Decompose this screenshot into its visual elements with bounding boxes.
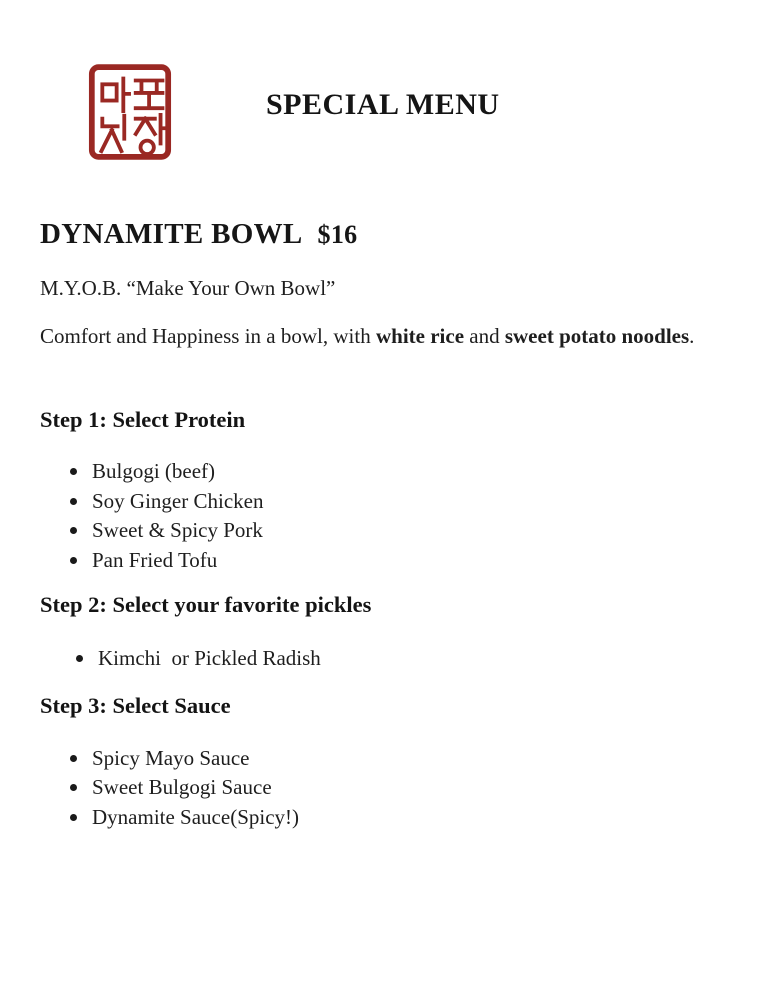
item-price: $16 [317, 220, 358, 249]
description-segment-bold: sweet potato noodles [504, 324, 690, 348]
step-1-section [40, 408, 713, 575]
step-1-heading: Step 1: Select Protein [40, 407, 246, 432]
step-2-heading: Step 2: Select your favorite pickles [40, 592, 372, 617]
option-sweet-bulgogi-sauce: Sweet Bulgogi Sauce [70, 773, 713, 803]
menu-header [0, 0, 768, 161]
option-dynamite-sauce: Dynamite Sauce(Spicy!) [70, 803, 713, 833]
option-sweet-spicy-pork: Sweet & Spicy Pork [70, 516, 713, 546]
option-bulgogi-beef: Bulgogi (beef) [70, 457, 713, 487]
option-pan-fried-tofu: Pan Fried Tofu [70, 546, 713, 576]
restaurant-seal-logo [88, 63, 172, 161]
option-spicy-mayo-sauce: Spicy Mayo Sauce [70, 744, 713, 774]
description-segment-bold: white rice [375, 324, 465, 348]
step-1-options-list [40, 457, 713, 575]
step-2-options-list [40, 644, 713, 674]
item-tagline: M.Y.O.B. “Make Your Own Bowl” [40, 276, 336, 300]
item-description [40, 321, 705, 352]
korean-seal-icon [88, 63, 172, 161]
step-3-section [40, 694, 713, 833]
step-3-options-list [40, 744, 713, 833]
option-kimchi-or-pickled-radish: Kimchi or Pickled Radish [76, 644, 713, 674]
description-segment: . [689, 324, 695, 348]
option-soy-ginger-chicken: Soy Ginger Chicken [70, 487, 713, 517]
menu-body [0, 219, 768, 832]
page-title: SPECIAL MENU [266, 88, 500, 121]
description-segment: Comfort and Happiness in a bowl, with [40, 324, 376, 348]
description-segment: and [464, 324, 505, 348]
item-heading [40, 219, 713, 250]
step-2-section [40, 593, 713, 674]
step-3-heading: Step 3: Select Sauce [40, 692, 231, 718]
item-name: DYNAMITE BOWL [40, 218, 303, 250]
